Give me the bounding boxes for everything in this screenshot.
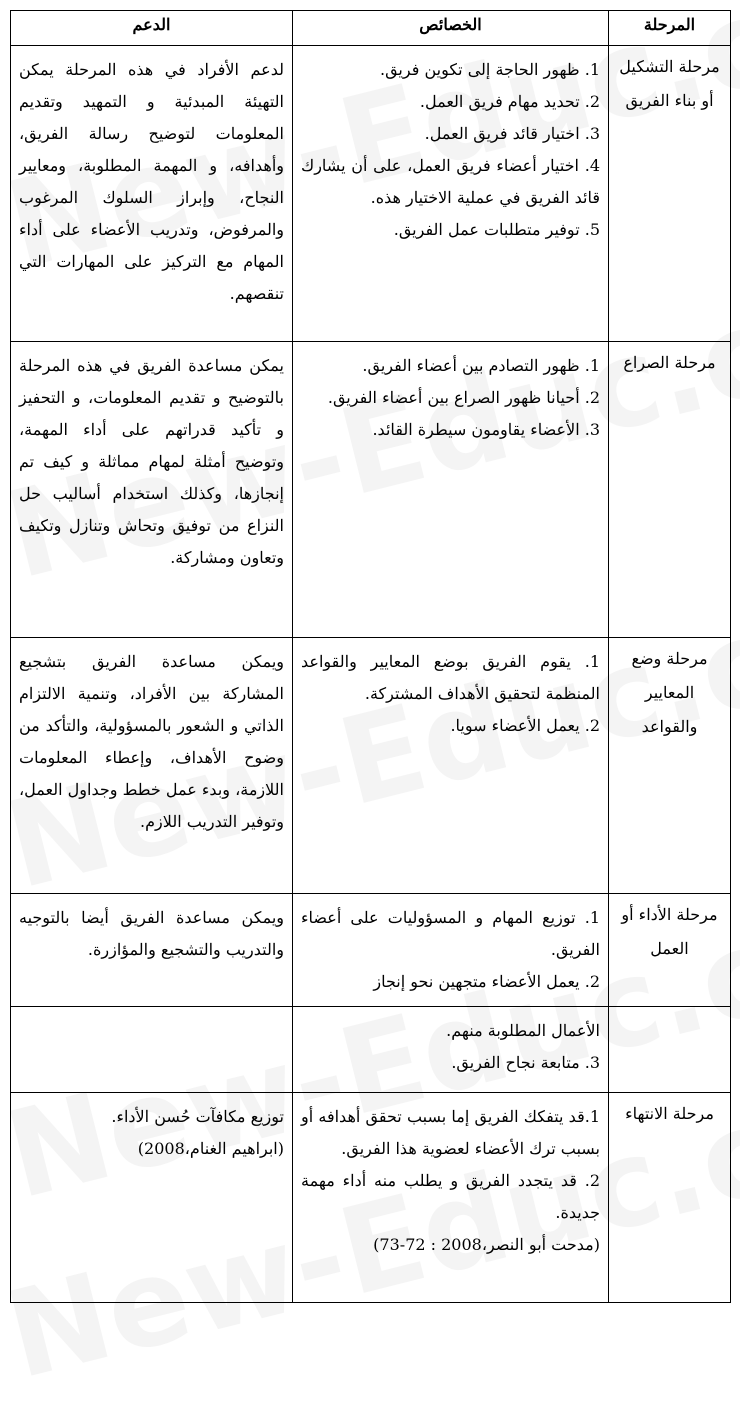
table-row xyxy=(11,342,731,638)
table-row xyxy=(11,1093,731,1303)
feature-item: 2. أحيانا ظهور الصراع بين أعضاء الفريق. xyxy=(327,388,600,407)
support-cell xyxy=(11,1093,293,1303)
features-cell xyxy=(293,1007,609,1093)
feature-item: الأعمال المطلوبة منهم. xyxy=(446,1021,600,1040)
feature-item: 1. يقوم الفريق بوضع المعايير والقواعد المنظمة لتحقيق الأهداف المشتركة. xyxy=(301,652,600,703)
header-features: الخصائص xyxy=(293,11,609,46)
header-support: الدعم xyxy=(11,11,293,46)
citation: (ابراهيم الغنام،2008) xyxy=(137,1139,284,1158)
table-row xyxy=(11,894,731,1007)
support-cell: ويمكن مساعدة الفريق بتشجيع المشاركة بين الأفراد، وتنمية الالتزام الذاتي و الشعور بالمسؤولية، والتأكد من وضوح الأهداف، وإعطاء المعلومات اللازمة، وبدء عمل خطط وجداول العمل، وتوفير التدريب اللازم. xyxy=(11,638,293,894)
support-cell: لدعم الأفراد في هذه المرحلة يمكن التهيئة المبدئية و التمهيد وتقديم المعلومات لتوضيح رسالة الفريق، وأهدافه، و المهمة المطلوبة، ومعايير النجاح، وإبراز السلوك المرغوب والمرفوض، وتدريب الأعضاء على أداء المهام مع التركيز على المهارات التي تنقصهم. xyxy=(11,46,293,342)
features-cell xyxy=(293,638,609,894)
phase-cell: مرحلة الانتهاء xyxy=(609,1093,731,1303)
feature-item: 3. متابعة نجاح الفريق. xyxy=(451,1053,600,1072)
phase-cell: مرحلة الأداء أو العمل xyxy=(609,894,731,1007)
feature-item: 1. ظهور التصادم بين أعضاء الفريق. xyxy=(362,356,600,375)
support-line: توزيع مكافآت حُسن الأداء. xyxy=(111,1107,284,1126)
phase-cell xyxy=(609,1007,731,1093)
feature-item: 2. يعمل الأعضاء متجهين نحو إنجاز xyxy=(373,972,600,991)
support-cell: يمكن مساعدة الفريق في هذه المرحلة بالتوضيح و تقديم المعلومات، و التحفيز و تأكيد قدراتهم على أداء المهمة، وتوضيح أمثلة لمهام مماثلة و كيف تم إنجازها، وكذلك استخدام أساليب حل النزاع من توفيق وتحاش وتنازل وتكيف وتعاون ومشاركة. xyxy=(11,342,293,638)
features-cell xyxy=(293,342,609,638)
support-cell xyxy=(11,1007,293,1093)
citation: (مدحت أبو النصر،2008 : 72-73) xyxy=(373,1235,600,1254)
feature-item: 5. توفير متطلبات عمل الفريق. xyxy=(393,220,600,239)
phase-cell: مرحلة وضع المعايير والقواعد xyxy=(609,638,731,894)
feature-item: 3. اختيار قائد فريق العمل. xyxy=(424,124,600,143)
phase-cell: مرحلة الصراع xyxy=(609,342,731,638)
feature-item: 2. قد يتجدد الفريق و يطلب منه أداء مهمة جديدة. xyxy=(301,1171,600,1222)
features-cell xyxy=(293,894,609,1007)
phase-cell: مرحلة التشكيل أو بناء الفريق xyxy=(609,46,731,342)
feature-item: 2. تحديد مهام فريق العمل. xyxy=(419,92,600,111)
table-row xyxy=(11,1007,731,1093)
table-row xyxy=(11,638,731,894)
feature-item: 1. ظهور الحاجة إلى تكوين فريق. xyxy=(380,60,600,79)
features-cell xyxy=(293,46,609,342)
table-row xyxy=(11,46,731,342)
team-phases-table xyxy=(10,10,731,1303)
feature-item: 1. توزيع المهام و المسؤوليات على أعضاء الفريق. xyxy=(301,908,600,959)
header-phase: المرحلة xyxy=(609,11,731,46)
feature-item: 1.قد يتفكك الفريق إما بسبب تحقق أهدافه أو بسبب ترك الأعضاء لعضوية هذا الفريق. xyxy=(301,1107,600,1158)
feature-item: 4. اختيار أعضاء فريق العمل، على أن يشارك قائد الفريق في عملية الاختيار هذه. xyxy=(301,156,600,207)
support-cell: ويمكن مساعدة الفريق أيضا بالتوجيه والتدريب والتشجيع والمؤازرة. xyxy=(11,894,293,1007)
feature-item: 2. يعمل الأعضاء سويا. xyxy=(450,716,600,735)
table-header-row xyxy=(11,11,731,46)
features-cell xyxy=(293,1093,609,1303)
feature-item: 3. الأعضاء يقاومون سيطرة القائد. xyxy=(372,420,600,439)
